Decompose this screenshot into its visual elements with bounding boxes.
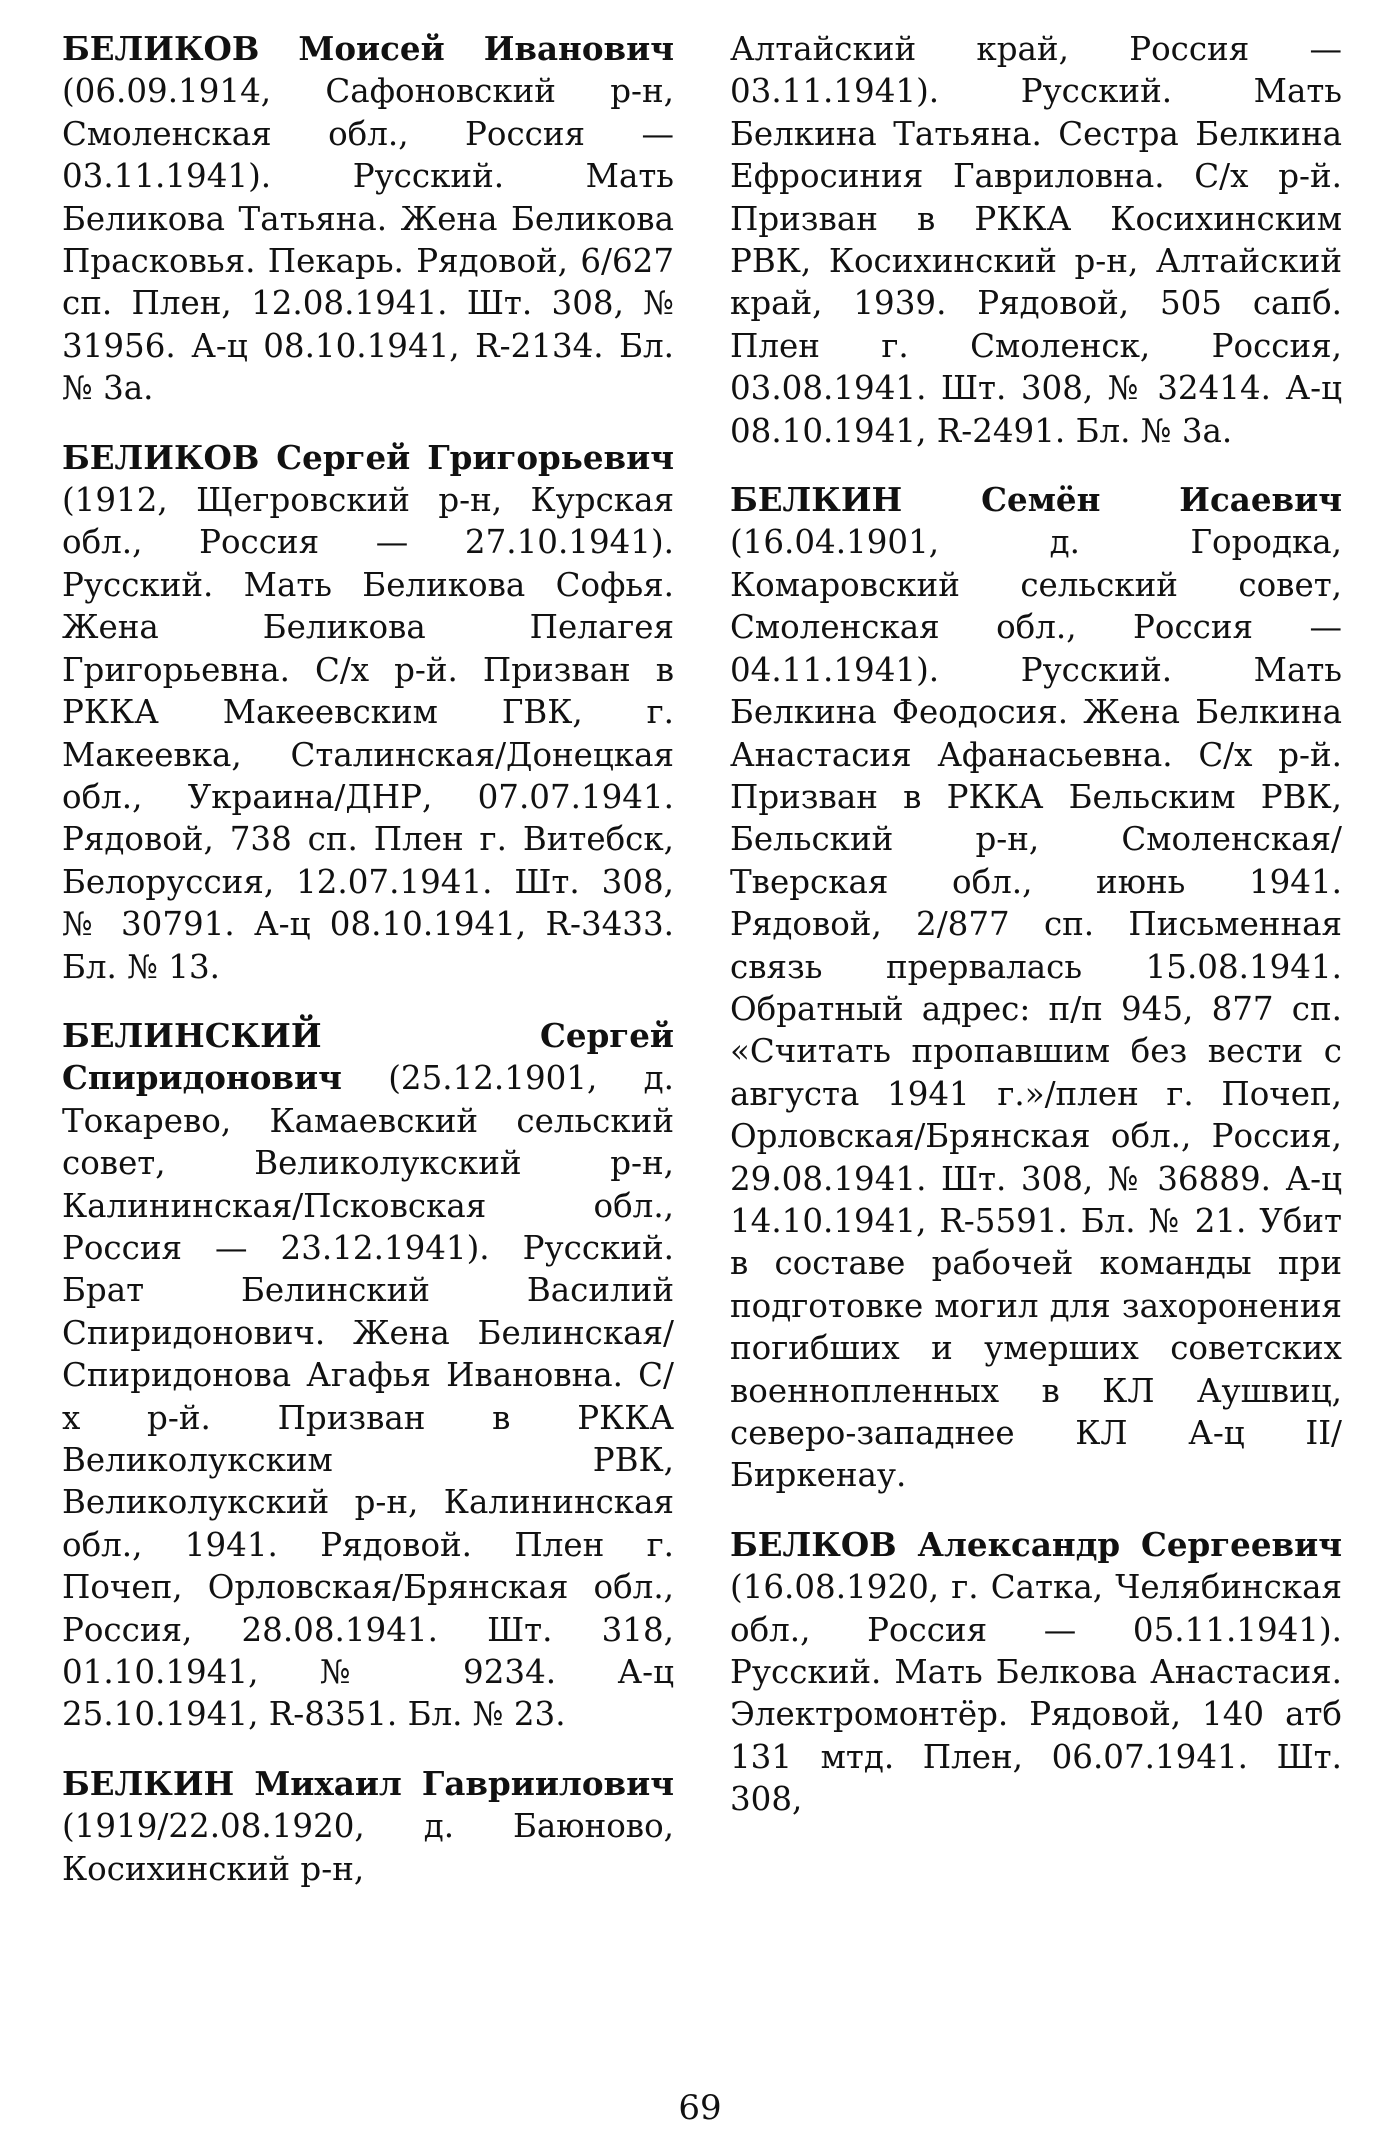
left-column xyxy=(62,28,674,2068)
entry-belkin-semyon xyxy=(730,479,1342,1497)
entry-name: БЕЛКИН Семён Исаевич xyxy=(730,480,1342,520)
entry-name: БЕЛИКОВ Сергей Григорьевич xyxy=(62,437,674,477)
entry-name: БЕЛИНСКИЙ Сергей Спиридонович xyxy=(62,1015,674,1098)
entry-text: (25.12.1901, д. Токарево, Камаевский сельский совет, Великолукский р-н, Калининская/Псковская обл., Россия — 23.12.1941). Русский. Брат Белинский Василий Спиридонович. Жена Белинская/Спиридонова Агафья Ивановна. С/х р-й. Призван в РККА Великолукским РВК, Великолукский р-н, Калининская обл., 1941. Рядовой. Плен г. Почеп, Орловская/Брянская обл., Россия, 28.08.1941. Шт. 318, 01.10.1941, № 9234. А-ц 25.10.1941, R-8351. Бл. № 23. xyxy=(62,1059,674,1734)
page-number: 69 xyxy=(678,2088,722,2128)
entry-name: БЕЛКИН Михаил Гавриилович xyxy=(62,1763,674,1803)
entry-text: (1919/22.08.1920, д. Баюново, Косихинский р-н, xyxy=(62,1807,674,1888)
entry-name: БЕЛКОВ Александр Сергеевич xyxy=(730,1524,1342,1564)
entry-text: (16.04.1901, д. Городка, Комаровский сельский совет, Смоленская обл., Россия — 04.11.1941). Русский. Мать Белкина Феодосия. Жена Белкина Анастасия Афанасьевна. С/х р-й. Призван в РККА Бельским РВК, Бельский р-н, Смоленская/Тверская обл., июнь 1941. Рядовой, 2/877 сп. Письменная связь прервалась 15.08.1941. Обратный адрес: п/п 945, 877 сп. «Считать пропавшим без вести с августа 1941 г.»/плен г. Почеп, Орловская/Брянская обл., Россия, 29.08.1941. Шт. 308, № 36889. А-ц 14.10.1941, R-5591. Бл. № 21. Убит в составе рабочей команды при подготовке могил для захоронения погибших и умерших советских военнопленных в КЛ Аушвиц, северо-западнее КЛ А-ц II/Биркенау. xyxy=(730,523,1342,1495)
entry-belikov-sergey xyxy=(62,437,674,988)
entry-belkin-mikhail-continued xyxy=(730,28,1342,452)
entry-text: (06.09.1914, Сафоновский р-н, Смоленская обл., Россия — 03.11.1941). Русский. Мать Беликова Татьяна. Жена Беликова Прасковья. Пекарь. Рядовой, 6/627 сп. Плен, 12.08.1941. Шт. 308, № 31956. А-ц 08.10.1941, R-2134. Бл. № 3а. xyxy=(62,72,674,408)
entry-text: Алтайский край, Россия — 03.11.1941). Русский. Мать Белкина Татьяна. Сестра Белкина Ефросиния Гавриловна. С/х р-й. Призван в РККА Косихинским РВК, Косихинский р-н, Алтайский край, 1939. Рядовой, 505 сапб. Плен г. Смоленск, Россия, 03.08.1941. Шт. 308, № 32414. А-ц 08.10.1941, R-2491. Бл. № 3а. xyxy=(730,30,1342,450)
entry-name: БЕЛИКОВ Моисей Иванович xyxy=(62,29,674,68)
entry-belkov-alexandr xyxy=(730,1524,1342,1821)
right-column xyxy=(730,28,1342,2068)
entry-text: (1912, Щегровский р-н, Курская обл., Россия — 27.10.1941). Русский. Мать Беликова Софья. Жена Беликова Пелагея Григорьевна. С/х р-й. Призван в РККА Макеевским ГВК, г. Макеевка, Сталинская/Донецкая обл., Украина/ДНР, 07.07.1941. Рядовой, 738 сп. Плен г. Витебск, Белоруссия, 12.07.1941. Шт. 308, № 30791. А-ц 08.10.1941, R-3433. Бл. № 13. xyxy=(62,481,674,986)
entry-text: (16.08.1920, г. Сатка, Челябинская обл., Россия — 05.11.1941). Русский. Мать Белкова Анастасия. Электромонтёр. Рядовой, 140 атб 131 мтд. Плен, 06.07.1941. Шт. 308, xyxy=(730,1568,1342,1819)
entry-belinsky-sergey xyxy=(62,1015,674,1736)
book-page xyxy=(62,28,1342,2068)
entry-belikov-moisey xyxy=(62,28,674,410)
entry-belkin-mikhail xyxy=(62,1763,674,1890)
